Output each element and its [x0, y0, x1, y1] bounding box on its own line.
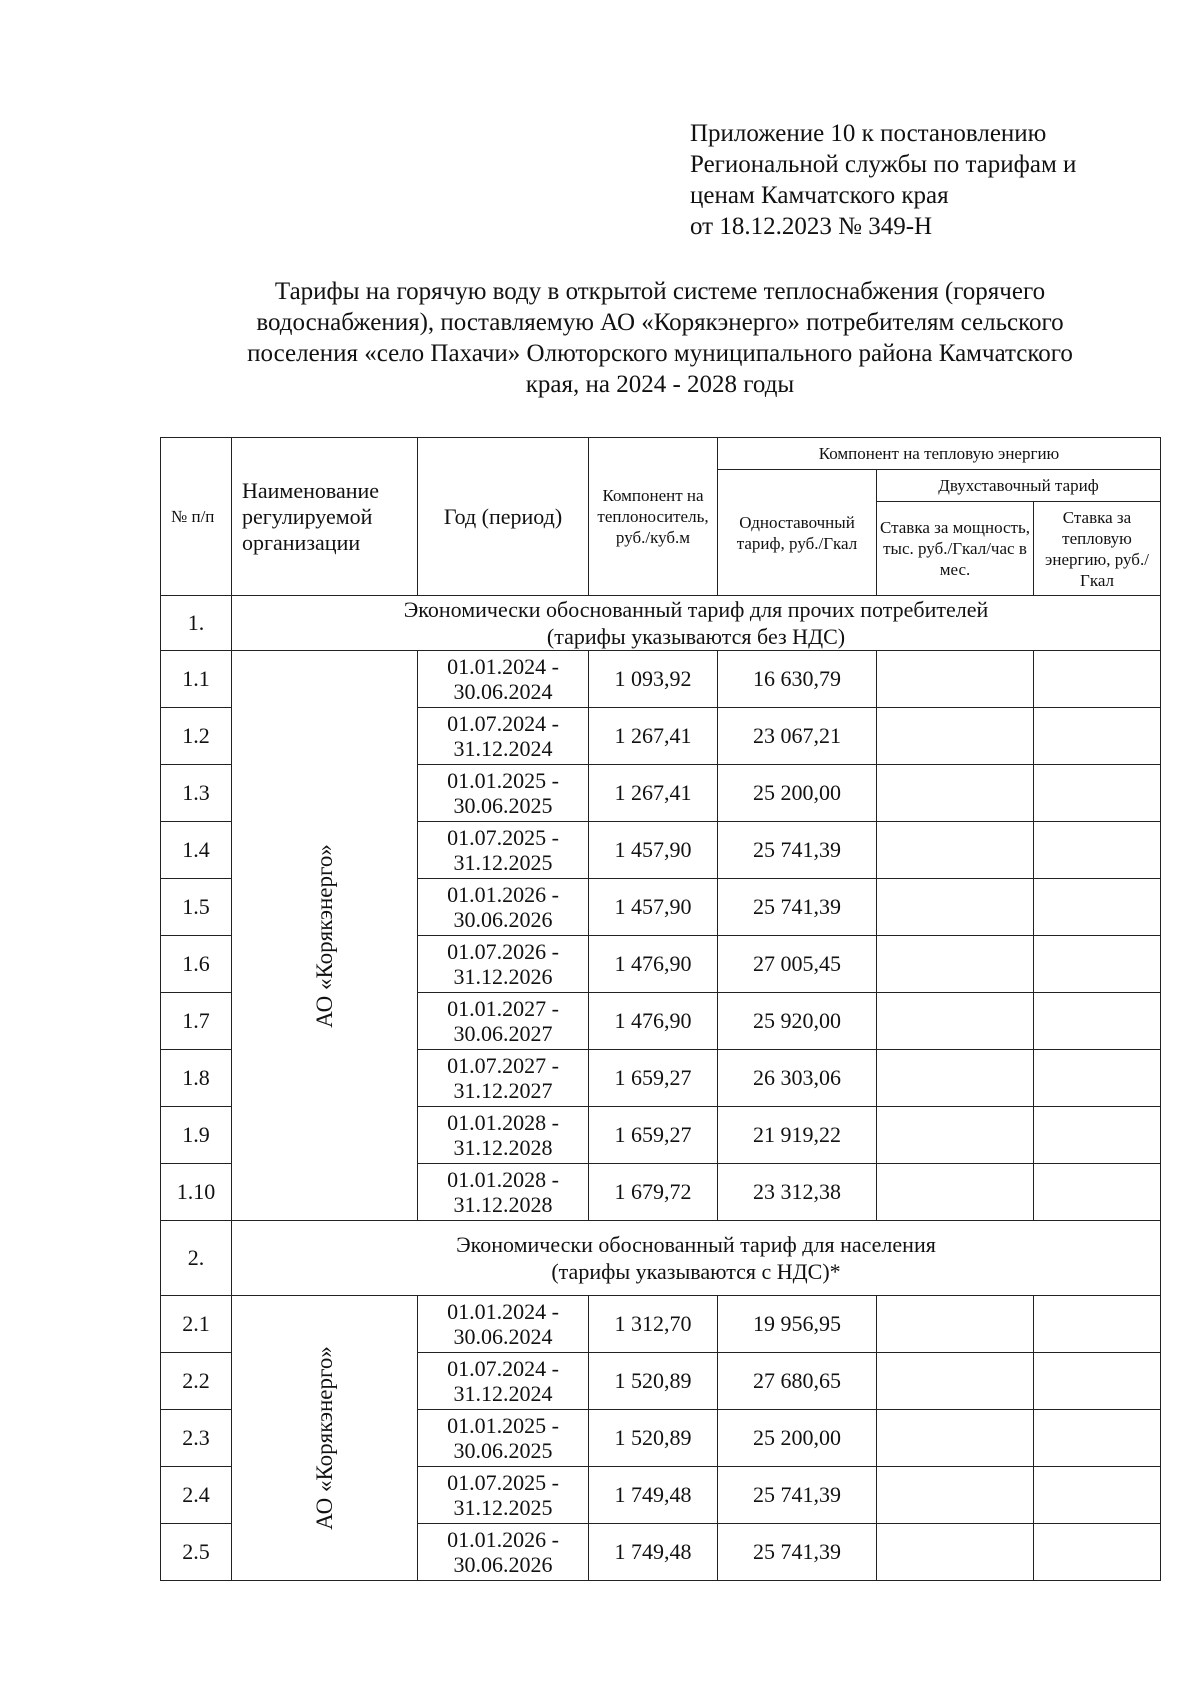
org-name: АО «Корякэнерго»: [311, 1346, 337, 1530]
section-num: 1.: [161, 596, 232, 651]
period-cell: [418, 1467, 589, 1524]
capacity-rate-value: [877, 1467, 1034, 1524]
period-line: 01.01.2024 -: [447, 654, 559, 679]
section-2-body: [161, 1221, 1161, 1581]
capacity-rate-value: [877, 1107, 1034, 1164]
period-line: 01.07.2024 -: [447, 711, 559, 736]
single-rate-value: 27 680,65: [718, 1353, 877, 1410]
period-line: 31.12.2026: [453, 964, 553, 989]
capacity-rate-value: [877, 765, 1034, 822]
single-rate-value: 23 067,21: [718, 708, 877, 765]
period-line: 31.12.2027: [453, 1078, 553, 1103]
carrier-value: 1 476,90: [589, 993, 718, 1050]
period-cell: [418, 651, 589, 708]
capacity-rate-value: [877, 1353, 1034, 1410]
section-title: [232, 1221, 1161, 1296]
header-single: Одноставочный тариф, руб./Гкал: [718, 470, 877, 596]
single-rate-value: 27 005,45: [718, 936, 877, 993]
carrier-value: 1 476,90: [589, 936, 718, 993]
carrier-value: 1 457,90: [589, 822, 718, 879]
single-rate-value: 25 741,39: [718, 1467, 877, 1524]
period-line: 01.01.2026 -: [447, 882, 559, 907]
period-line: 31.12.2025: [453, 1495, 553, 1520]
table-row: [161, 1296, 1161, 1353]
single-rate-value: 25 741,39: [718, 1524, 877, 1581]
period-line: 01.07.2024 -: [447, 1356, 559, 1381]
table-row: [161, 651, 1161, 708]
header-period: Год (период): [418, 438, 589, 596]
org-name-cell: [232, 651, 418, 1221]
single-rate-value: 19 956,95: [718, 1296, 877, 1353]
appendix-line: Региональной службы по тарифам и: [690, 151, 1077, 178]
capacity-rate-value: [877, 879, 1034, 936]
period-line: 01.01.2024 -: [447, 1299, 559, 1324]
energy-rate-value: [1034, 1164, 1161, 1221]
header-energy: Компонент на тепловую энергию: [718, 438, 1161, 470]
period-cell: [418, 1164, 589, 1221]
period-cell: [418, 708, 589, 765]
period-cell: [418, 936, 589, 993]
energy-rate-value: [1034, 993, 1161, 1050]
capacity-rate-value: [877, 822, 1034, 879]
single-rate-value: 21 919,22: [718, 1107, 877, 1164]
title-line: поселения «село Пахачи» Олюторского муниципального района Камчатского: [247, 340, 1073, 367]
row-num: 1.9: [161, 1107, 232, 1164]
capacity-rate-value: [877, 1410, 1034, 1467]
period-line: 30.06.2025: [453, 1438, 553, 1463]
period-cell: [418, 765, 589, 822]
energy-rate-value: [1034, 1410, 1161, 1467]
energy-rate-value: [1034, 1524, 1161, 1581]
period-cell: [418, 822, 589, 879]
carrier-value: 1 679,72: [589, 1164, 718, 1221]
row-num: 1.2: [161, 708, 232, 765]
row-num: 1.10: [161, 1164, 232, 1221]
row-num: 2.5: [161, 1524, 232, 1581]
appendix-header: [690, 118, 1170, 242]
appendix-line: ценам Камчатского края: [690, 182, 949, 209]
period-line: 31.12.2028: [453, 1192, 553, 1217]
energy-rate-value: [1034, 936, 1161, 993]
energy-rate-value: [1034, 708, 1161, 765]
header-num: № п/п: [161, 438, 232, 596]
energy-rate-value: [1034, 1467, 1161, 1524]
period-line: 30.06.2024: [453, 1324, 553, 1349]
capacity-rate-value: [877, 1164, 1034, 1221]
header-energy-rate: Ставка за тепловую энергию, руб./Гкал: [1034, 502, 1161, 596]
row-num: 1.6: [161, 936, 232, 993]
period-cell: [418, 993, 589, 1050]
period-line: 31.12.2025: [453, 850, 553, 875]
energy-rate-value: [1034, 1353, 1161, 1410]
carrier-value: 1 749,48: [589, 1524, 718, 1581]
period-line: 01.07.2027 -: [447, 1053, 559, 1078]
carrier-value: 1 093,92: [589, 651, 718, 708]
row-num: 2.1: [161, 1296, 232, 1353]
single-rate-value: 16 630,79: [718, 651, 877, 708]
period-cell: [418, 1353, 589, 1410]
single-rate-value: 25 741,39: [718, 822, 877, 879]
capacity-rate-value: [877, 1050, 1034, 1107]
capacity-rate-value: [877, 936, 1034, 993]
header-org: Наименование регулируемой организации: [232, 438, 418, 596]
table-header: [161, 438, 1161, 596]
row-num: 2.2: [161, 1353, 232, 1410]
section-1-heading: [161, 596, 1161, 651]
row-num: 1.8: [161, 1050, 232, 1107]
appendix-line: от 18.12.2023 № 349-Н: [690, 213, 933, 240]
header-two-part: Двухставочный тариф: [877, 470, 1161, 502]
period-line: 01.01.2028 -: [447, 1167, 559, 1192]
period-line: 01.01.2026 -: [447, 1527, 559, 1552]
document-title: [170, 276, 1150, 400]
period-cell: [418, 1296, 589, 1353]
single-rate-value: 25 920,00: [718, 993, 877, 1050]
capacity-rate-value: [877, 708, 1034, 765]
header-carrier: Компонент на теплоноситель, руб./куб.м: [589, 438, 718, 596]
period-line: 30.06.2025: [453, 793, 553, 818]
energy-rate-value: [1034, 1296, 1161, 1353]
section-title-line: Экономически обоснованный тариф для прочих потребителей: [403, 597, 989, 622]
appendix-line: Приложение 10 к постановлению: [690, 120, 1047, 147]
single-rate-value: 25 200,00: [718, 1410, 877, 1467]
period-line: 30.06.2024: [453, 679, 553, 704]
title-line: водоснабжения), поставляемую АО «Корякэнерго» потребителям сельского: [256, 309, 1064, 336]
header-capacity: Ставка за мощность, тыс. руб./Гкал/час в мес.: [877, 502, 1034, 596]
section-title-line: Экономически обоснованный тариф для населения: [456, 1232, 936, 1257]
carrier-value: 1 267,41: [589, 765, 718, 822]
single-rate-value: 25 741,39: [718, 879, 877, 936]
section-title-line: (тарифы указываются с НДС)*: [551, 1259, 841, 1284]
period-line: 31.12.2024: [453, 1381, 553, 1406]
period-line: 01.01.2028 -: [447, 1110, 559, 1135]
section-2-heading: [161, 1221, 1161, 1296]
capacity-rate-value: [877, 651, 1034, 708]
period-cell: [418, 1524, 589, 1581]
period-cell: [418, 1050, 589, 1107]
carrier-value: 1 749,48: [589, 1467, 718, 1524]
org-name-cell: [232, 1296, 418, 1581]
section-title: [232, 596, 1161, 651]
row-num: 1.1: [161, 651, 232, 708]
period-line: 01.01.2027 -: [447, 996, 559, 1021]
period-line: 01.07.2026 -: [447, 939, 559, 964]
period-line: 01.07.2025 -: [447, 1470, 559, 1495]
energy-rate-value: [1034, 651, 1161, 708]
row-num: 1.4: [161, 822, 232, 879]
row-num: 1.3: [161, 765, 232, 822]
section-num: 2.: [161, 1221, 232, 1296]
section-title-line: (тарифы указываются без НДС): [546, 624, 846, 649]
org-name: АО «Корякэнерго»: [311, 843, 337, 1028]
row-num: 1.7: [161, 993, 232, 1050]
period-line: 30.06.2027: [453, 1021, 553, 1046]
carrier-value: 1 520,89: [589, 1353, 718, 1410]
period-line: 30.06.2026: [453, 907, 553, 932]
carrier-value: 1 659,27: [589, 1050, 718, 1107]
carrier-value: 1 520,89: [589, 1410, 718, 1467]
period-line: 01.01.2025 -: [447, 1413, 559, 1438]
carrier-value: 1 312,70: [589, 1296, 718, 1353]
single-rate-value: 25 200,00: [718, 765, 877, 822]
carrier-value: 1 457,90: [589, 879, 718, 936]
single-rate-value: 23 312,38: [718, 1164, 877, 1221]
capacity-rate-value: [877, 993, 1034, 1050]
energy-rate-value: [1034, 822, 1161, 879]
title-line: Тарифы на горячую воду в открытой системе теплоснабжения (горячего: [274, 278, 1046, 305]
period-line: 01.01.2025 -: [447, 768, 559, 793]
period-line: 31.12.2024: [453, 736, 553, 761]
carrier-value: 1 267,41: [589, 708, 718, 765]
period-line: 30.06.2026: [453, 1552, 553, 1577]
section-1-body: [161, 596, 1161, 1221]
period-cell: [418, 879, 589, 936]
energy-rate-value: [1034, 765, 1161, 822]
period-cell: [418, 1107, 589, 1164]
energy-rate-value: [1034, 879, 1161, 936]
energy-rate-value: [1034, 1050, 1161, 1107]
energy-rate-value: [1034, 1107, 1161, 1164]
period-line: 31.12.2028: [453, 1135, 553, 1160]
period-cell: [418, 1410, 589, 1467]
row-num: 1.5: [161, 879, 232, 936]
row-num: 2.3: [161, 1410, 232, 1467]
title-line: края, на 2024 - 2028 годы: [525, 371, 795, 398]
capacity-rate-value: [877, 1296, 1034, 1353]
capacity-rate-value: [877, 1524, 1034, 1581]
period-line: 01.07.2025 -: [447, 825, 559, 850]
row-num: 2.4: [161, 1467, 232, 1524]
single-rate-value: 26 303,06: [718, 1050, 877, 1107]
carrier-value: 1 659,27: [589, 1107, 718, 1164]
tariff-table: [160, 437, 1161, 1581]
